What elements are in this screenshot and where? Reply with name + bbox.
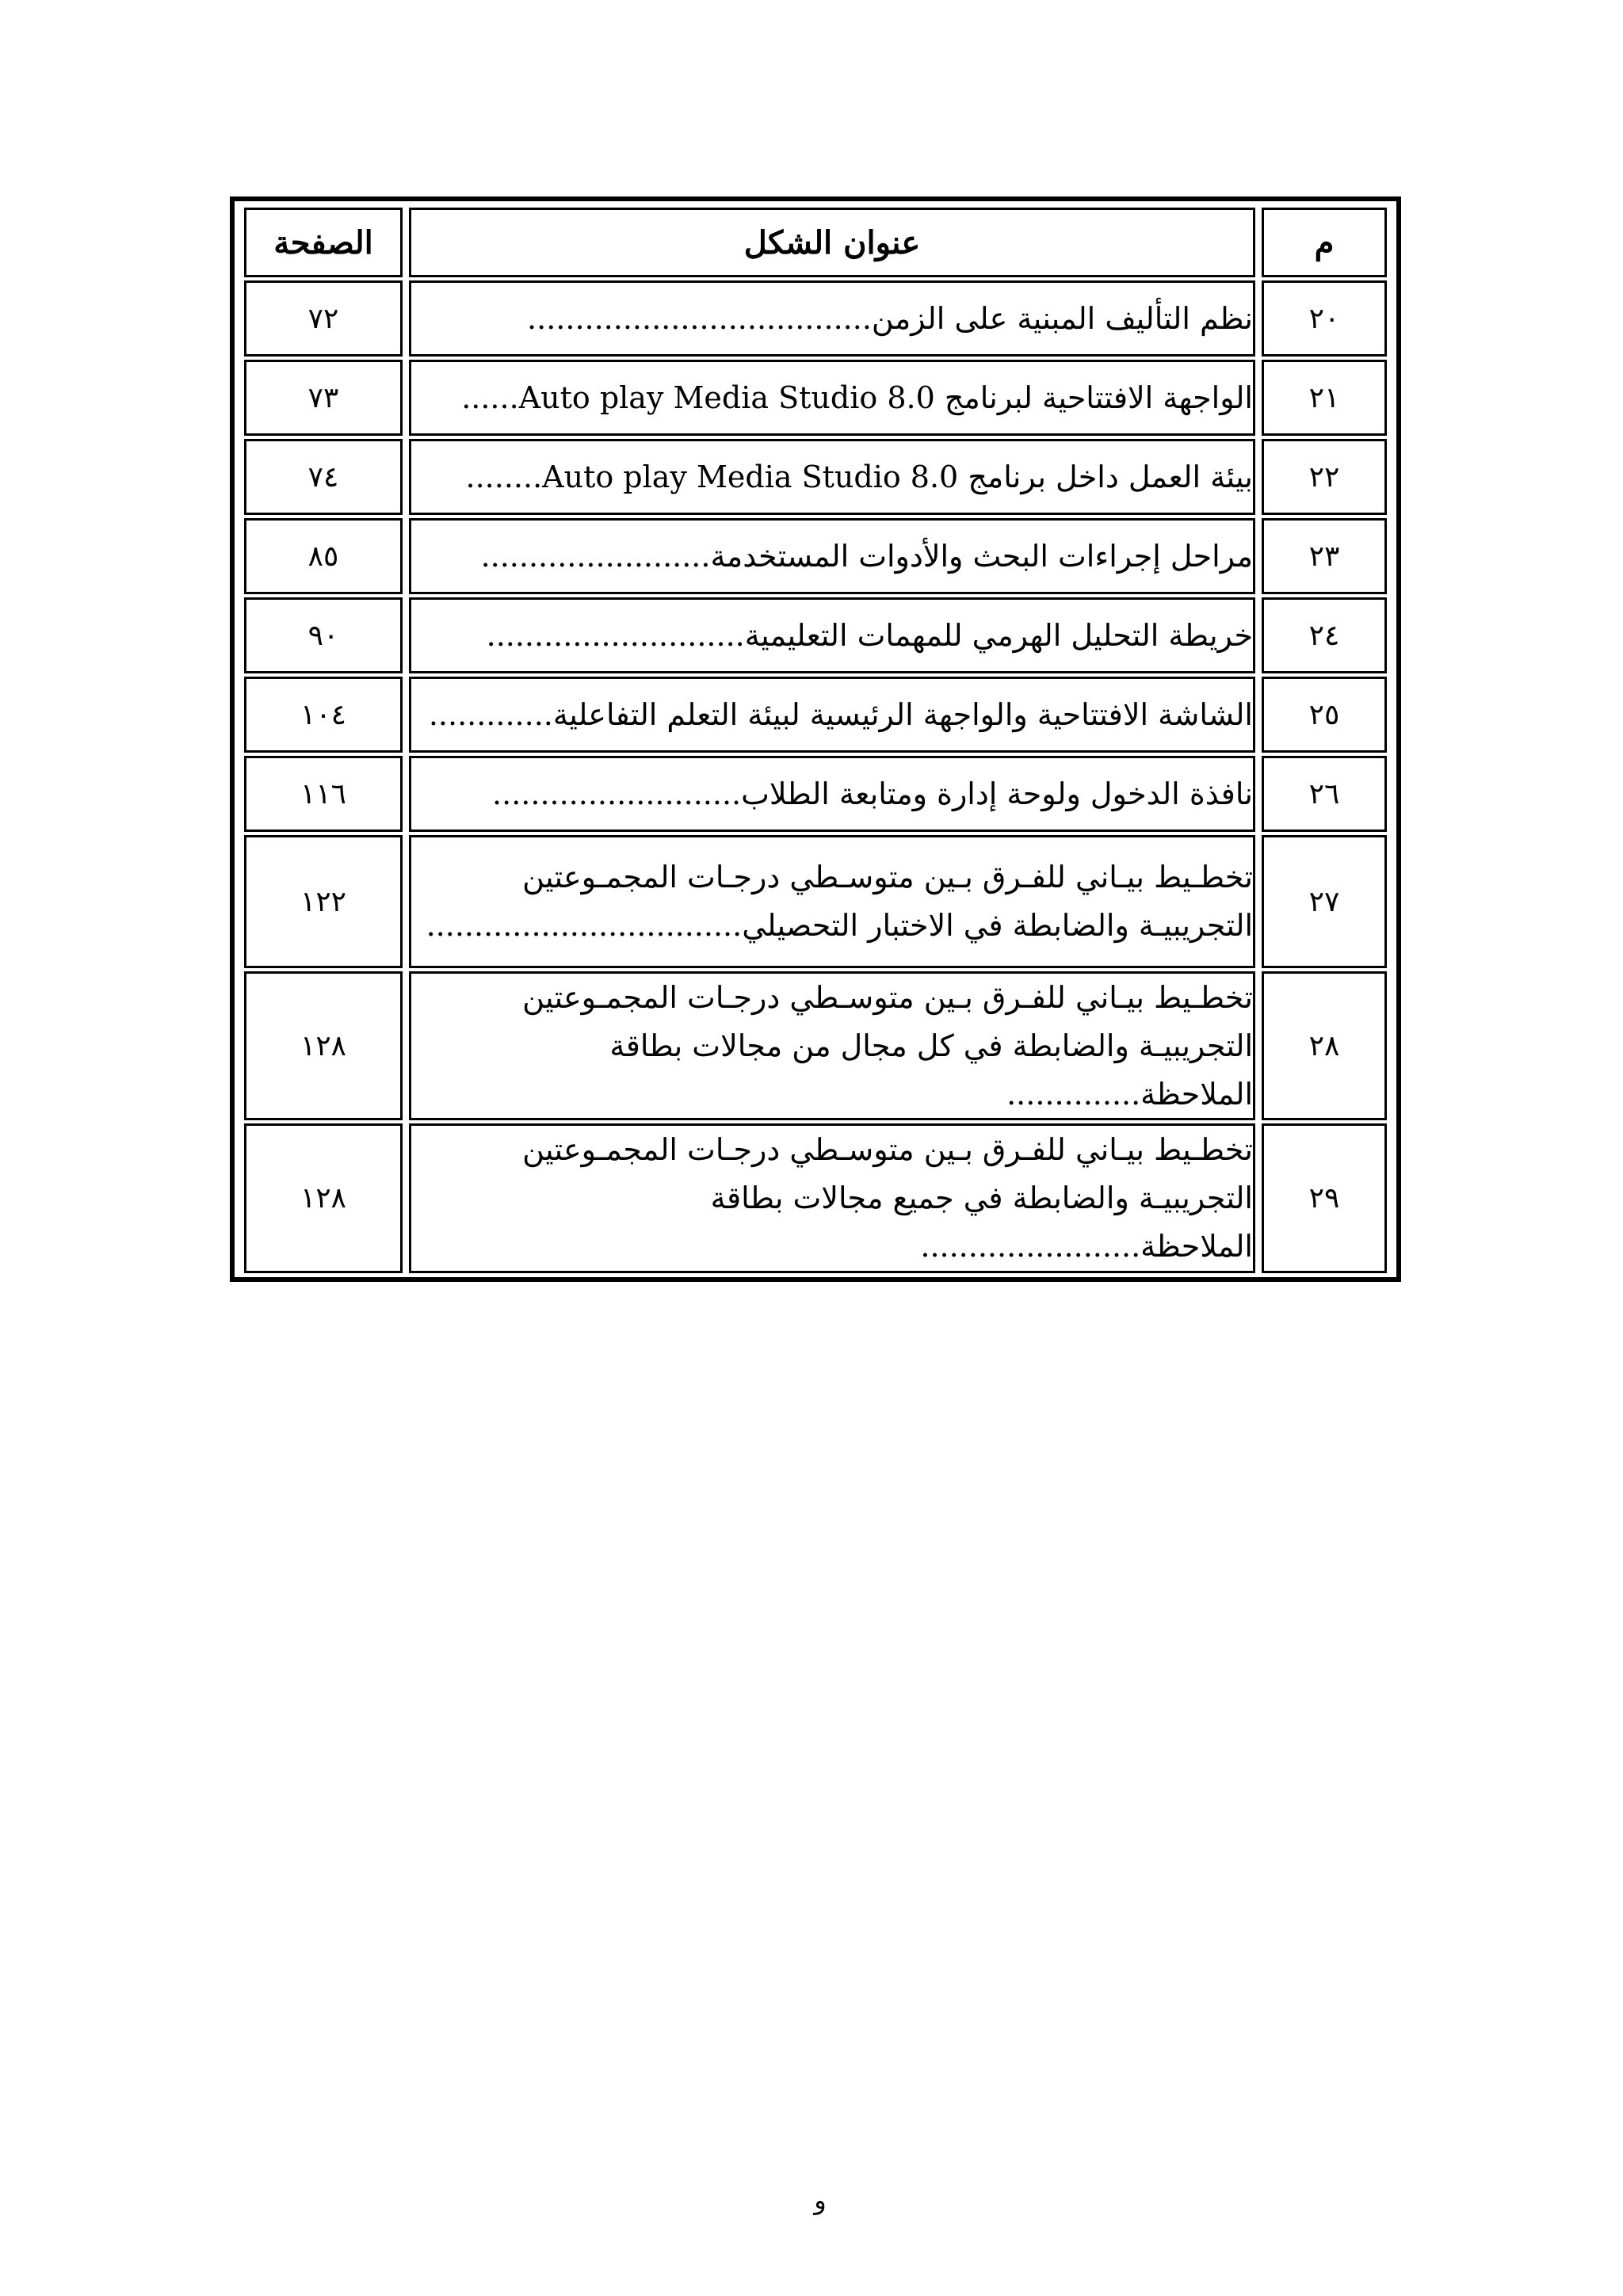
row-title <box>409 439 1255 515</box>
row-num: ٢١ <box>1262 360 1387 436</box>
row-title-text: نظم التأليف المبنية على الزمن.................................... <box>527 300 1253 336</box>
page-number-letter: و <box>814 2185 827 2215</box>
row-page: ٩٠ <box>244 597 403 673</box>
row-page: ٨٥ <box>244 518 403 594</box>
table-row <box>244 835 1387 968</box>
row-page: ١٢٨ <box>244 1123 403 1272</box>
figures-index-table <box>238 204 1393 1276</box>
row-title-text: تخطـيط بيـاني للفـرق بـين متوسـطي درجـات المجمـوعتين التجريبيـة والضابطة في الاختبار التحصيلي................................. <box>426 860 1253 943</box>
row-title <box>409 1123 1255 1272</box>
row-title-text: بيئة العمل داخل برنامج Auto play Media Studio 8.0........ <box>465 459 1253 494</box>
row-title <box>409 971 1255 1120</box>
header-page: الصفحة <box>244 208 403 277</box>
row-num: ٢٩ <box>1262 1123 1387 1272</box>
table-row <box>244 1123 1387 1272</box>
row-page: ١٢٢ <box>244 835 403 968</box>
table-row <box>244 439 1387 515</box>
row-num: ٢٤ <box>1262 597 1387 673</box>
row-title <box>409 756 1255 832</box>
row-title <box>409 518 1255 594</box>
row-title-text: تخطـيط بيـاني للفـرق بـين متوسـطي درجـات المجمـوعتين التجريبيـة والضابطة في كل مجال من مجالات بطاقة الملاحظة.............. <box>522 980 1253 1112</box>
row-title <box>409 360 1255 436</box>
row-page: ١١٦ <box>244 756 403 832</box>
table-row <box>244 971 1387 1120</box>
figures-index-table-frame <box>230 196 1401 1282</box>
row-title-text: نافذة الدخول ولوحة إدارة ومتابعة الطلاب.......................... <box>492 776 1253 811</box>
table-row <box>244 518 1387 594</box>
row-page: ٧٢ <box>244 280 403 357</box>
row-title <box>409 835 1255 968</box>
row-page: ٧٤ <box>244 439 403 515</box>
row-title-text: تخطـيط بيـاني للفـرق بـين متوسـطي درجـات المجمـوعتين التجريبيـة والضابطة في جميع مجالات بطاقة الملاحظة....................... <box>522 1132 1253 1264</box>
table-row <box>244 677 1387 753</box>
table-row <box>244 756 1387 832</box>
row-title <box>409 597 1255 673</box>
row-title <box>409 280 1255 357</box>
table-row <box>244 360 1387 436</box>
row-num: ٢٥ <box>1262 677 1387 753</box>
row-num: ٢٨ <box>1262 971 1387 1120</box>
row-num: ٢٧ <box>1262 835 1387 968</box>
row-page: ١٢٨ <box>244 971 403 1120</box>
header-title: عنوان الشكل <box>409 208 1255 277</box>
row-page: ١٠٤ <box>244 677 403 753</box>
row-num: ٢٦ <box>1262 756 1387 832</box>
row-title-text: الشاشة الافتتاحية والواجهة الرئيسية لبيئة التعلم التفاعلية............. <box>428 696 1253 732</box>
row-title-text: خريطة التحليل الهرمي للمهمات التعليمية........................... <box>486 617 1253 653</box>
row-page: ٧٣ <box>244 360 403 436</box>
table-row <box>244 597 1387 673</box>
row-num: ٢٢ <box>1262 439 1387 515</box>
table-row <box>244 280 1387 357</box>
row-num: ٢٣ <box>1262 518 1387 594</box>
row-title-text: مراحل إجراءات البحث والأدوات المستخدمة........................ <box>480 538 1253 574</box>
row-num: ٢٠ <box>1262 280 1387 357</box>
row-title <box>409 677 1255 753</box>
table-header-row <box>244 208 1387 277</box>
header-num: م <box>1262 208 1387 277</box>
row-title-text: الواجهة الافتتاحية لبرنامج Auto play Media Studio 8.0...... <box>461 379 1253 415</box>
